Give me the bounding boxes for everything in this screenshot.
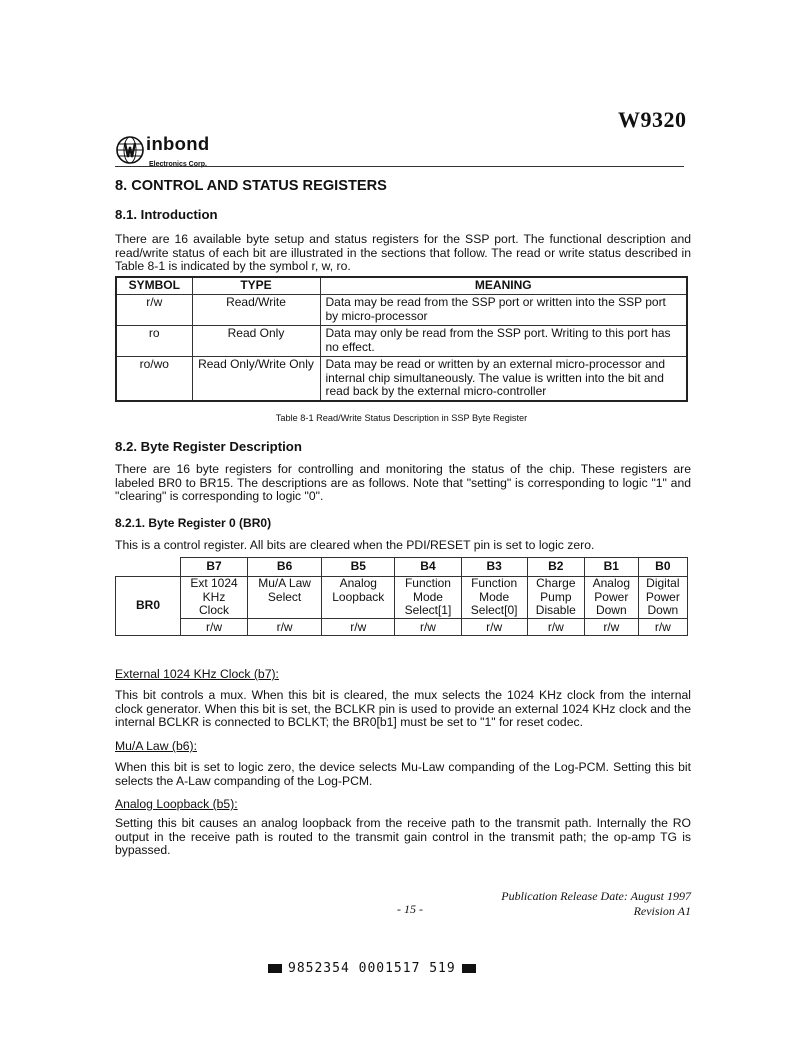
blank-corner-cell <box>116 558 181 577</box>
access-cell: r/w <box>322 618 395 635</box>
header-rule <box>115 166 684 167</box>
bit-header: B4 <box>395 558 461 577</box>
bit-name-cell <box>395 577 461 619</box>
bit-name-line: Pump <box>540 589 572 604</box>
bit-name-line: Select[0] <box>470 603 518 617</box>
bit-name-line: Digital <box>646 576 680 590</box>
column-header-symbol: SYMBOL <box>116 277 192 295</box>
meaning-cell: Data may only be read from the SSP port. Writing to this port has no effect. <box>320 326 687 357</box>
bit-header: B7 <box>181 558 248 577</box>
bit-name-line: KHz <box>202 589 226 604</box>
bit-name-cell <box>527 577 584 619</box>
bit-name-cell <box>248 577 322 619</box>
bit-name-line: Loopback <box>332 589 385 604</box>
b5-heading: Analog Loopback (b5): <box>115 797 238 811</box>
br0-paragraph: This is a control register. All bits are cleared when the PDI/RESET pin is set to logic zero. <box>115 538 595 552</box>
bit-name-line: Charge <box>536 576 576 590</box>
bit-name-line: Select[1] <box>404 603 452 617</box>
barcode-strip <box>262 962 542 976</box>
barcode-block <box>268 964 282 973</box>
bit-name-line: Power <box>594 589 629 604</box>
b7-paragraph: This bit controls a mux. When this bit is cleared, the mux selects the 1024 KHz clock from the internal clock generator. When this bit is set, the BCLKR pin is used to provide an external 1024 KHz clock and the internal BCLKR is connected to BCLKT; the BR0[b1] must be set to "1" for reset codec. <box>115 688 691 729</box>
revision-label: Revision A1 <box>633 904 691 918</box>
access-cell: r/w <box>395 618 461 635</box>
table-caption: Table 8-1 Read/Write Status Description in SSP Byte Register <box>275 413 528 423</box>
bit-name-line: Down <box>647 603 679 617</box>
table-header-row <box>116 277 687 295</box>
bit-header: B0 <box>638 558 687 577</box>
bit-name-cell <box>638 577 687 619</box>
b7-heading: External 1024 KHz Clock (b7): <box>115 667 279 681</box>
symbol-cell: ro <box>116 326 192 357</box>
byte-register-paragraph: There are 16 byte registers for controlling and monitoring the status of the chip. These registers are labeled BR0 to BR15. The descriptions are as follows. Note that "setting" is corresponding to logic "1" and "clearing" is corresponding to logic "0". <box>115 462 691 503</box>
bit-access-row <box>116 618 688 635</box>
access-cell: r/w <box>584 618 638 635</box>
publication-date: Publication Release Date: August 1997 <box>501 889 691 903</box>
section-title: 8. CONTROL AND STATUS REGISTERS <box>115 178 387 194</box>
barcode-block <box>462 964 476 973</box>
table-row <box>116 295 687 326</box>
register-label: BR0 <box>116 577 181 636</box>
bit-header: B5 <box>322 558 395 577</box>
access-cell: r/w <box>638 618 687 635</box>
bit-name-line: Analog <box>592 576 630 590</box>
bit-name-line: Function <box>471 576 518 590</box>
b6-paragraph: When this bit is set to logic zero, the device selects Mu-Law companding of the Log-PCM. Setting this bit selects the A-Law companding of the Log-PCM. <box>115 760 691 788</box>
bit-name-line: Power <box>645 589 680 604</box>
bit-header: B6 <box>248 558 322 577</box>
br0-heading: 8.2.1. Byte Register 0 (BR0) <box>115 516 272 530</box>
barcode-text: 9852354 0001517 519 <box>288 961 456 976</box>
symbol-cell: ro/wo <box>116 357 192 401</box>
access-cell: r/w <box>248 618 322 635</box>
type-cell: Read/Write <box>192 295 320 326</box>
globe-logo-icon <box>115 135 145 165</box>
access-cell: r/w <box>461 618 527 635</box>
bit-name-line: Disable <box>535 603 576 617</box>
bit-name-line: Mode <box>479 589 510 604</box>
bit-name-line: Ext 1024 <box>190 576 238 590</box>
bit-name-cell <box>461 577 527 619</box>
table-row <box>116 326 687 357</box>
bit-name-line: Mu/A Law <box>258 576 311 590</box>
part-number: W9320 <box>618 107 687 132</box>
bit-name-line: Down <box>595 603 627 617</box>
bit-name-cell <box>584 577 638 619</box>
meaning-cell: Data may be read or written by an external micro-processor and internal chip simultaneously. The value is written into the bit and read back by the external micro-controller <box>320 357 687 401</box>
byte-register-heading: 8.2. Byte Register Description <box>115 439 302 454</box>
b6-heading: Mu/A Law (b6): <box>115 739 197 753</box>
logo-subtitle: Electronics Corp. <box>149 161 207 168</box>
access-cell: r/w <box>527 618 584 635</box>
bit-name-line: Function <box>404 576 451 590</box>
column-header-type: TYPE <box>192 277 320 295</box>
bit-name-cell <box>181 577 248 619</box>
winbond-logo <box>115 133 235 169</box>
bit-header-row <box>116 558 688 577</box>
br0-bit-table <box>115 557 688 636</box>
bit-name-line: Mode <box>412 589 443 604</box>
bit-name-line: Clock <box>199 603 230 617</box>
type-cell: Read Only/Write Only <box>192 357 320 401</box>
symbol-cell: r/w <box>116 295 192 326</box>
intro-paragraph: There are 16 available byte setup and status registers for the SSP port. The functional description and read/write status of each bit are illustrated in the sections that follow. The read or write status described in Table 8-1 is indicated by the symbol r, w, ro. <box>115 232 691 273</box>
page-number: - 15 - <box>397 902 423 916</box>
bit-name-cell <box>322 577 395 619</box>
bit-header: B1 <box>584 558 638 577</box>
meaning-cell: Data may be read from the SSP port or written into the SSP port by micro-processor <box>320 295 687 326</box>
logo-wordmark: inbond <box>146 133 210 154</box>
column-header-meaning: MEANING <box>320 277 687 295</box>
bit-name-line: Analog <box>339 576 377 590</box>
table-row <box>116 357 687 401</box>
rw-status-table <box>115 276 688 402</box>
b5-paragraph: Setting this bit causes an analog loopback from the receive path to the transmit path. Internally the RO output in the receive path is routed to the transmit gain control in the transmit path; the op-amp TG is bypassed. <box>115 816 691 857</box>
bit-header: B2 <box>527 558 584 577</box>
bit-name-row <box>116 577 688 619</box>
intro-heading: 8.1. Introduction <box>115 207 218 222</box>
type-cell: Read Only <box>192 326 320 357</box>
bit-header: B3 <box>461 558 527 577</box>
access-cell: r/w <box>181 618 248 635</box>
bit-name-line: Select <box>267 589 302 604</box>
